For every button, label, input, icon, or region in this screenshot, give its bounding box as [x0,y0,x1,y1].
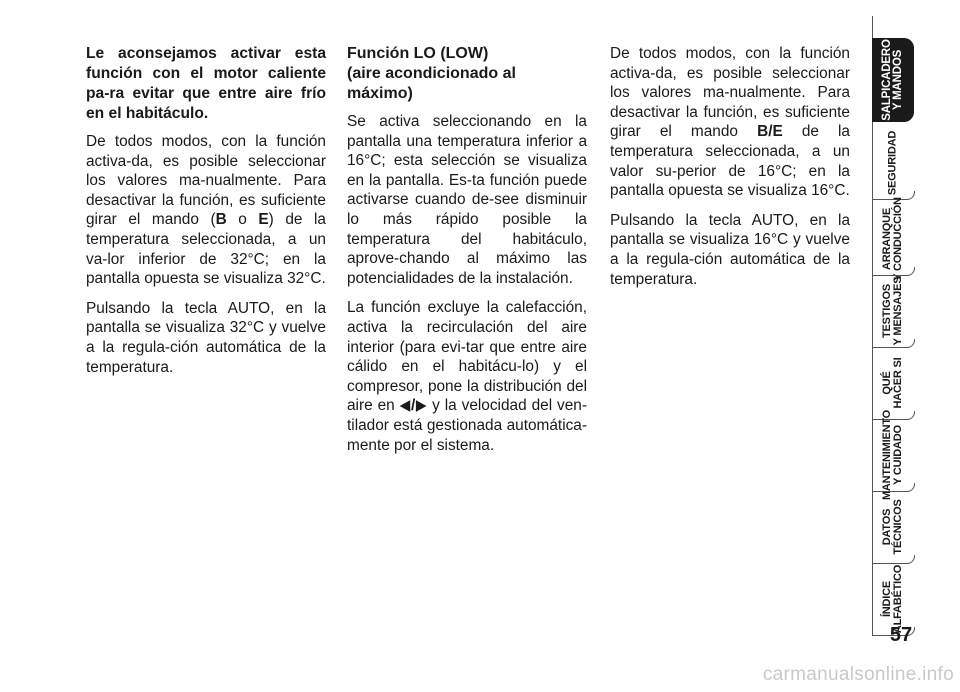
section-heading-lo-function: Función LO (LOW) (aire acondicionado al máximo) [347,45,516,102]
tab-indice-alfabetico[interactable]: ÍNDICE ALFABÉTICO [872,564,914,634]
watermark: carmanualsonline.info [762,664,954,685]
knob-b-symbol: B [215,211,227,229]
text-column-1 [86,44,326,387]
auto-key-paragraph: Pulsando la tecla AUTO, en la pantalla se visualiza 32°C y vuelve a la regula-ción automática de la temperatura. [86,299,326,376]
tab-que-hacer-si[interactable]: QUÉ HACER SI [872,348,914,418]
chapter-tabs [870,16,960,636]
text-column-3 [610,44,850,299]
knob-e-symbol: E [258,211,269,229]
page-number: 57 [889,624,913,646]
lo-exclusion-paragraph: La función excluye la calefacción, activa la recirculación del aire interior (para evi-tar que entre aire cálido en el habitácu-lo) y el compresor, pone la distribución del aire en ◀/▶ y la velocidad del ven-tilador está gestionada automática-mente por el sistema. [347,299,587,454]
tab-seguridad[interactable]: SEGURIDAD [872,128,914,198]
tab-arranque-y-conduccion[interactable]: ARRANQUE Y CONDUCCIÓN [872,204,914,274]
lo-auto-key-paragraph: Pulsando la tecla AUTO, en la pantalla se visualiza 16°C y vuelve a la regula-ción automática de la temperatura. [610,211,850,288]
lo-activation-paragraph: Se activa seleccionando en la pantalla una temperatura inferior a 16°C; esta selección se visualiza en la pantalla. Es-ta función puede activarse cuando de-see disminuir lo más rápido posible la temperatura del habitáculo, aprove-chando al máximo las potencialidades de la instalación. [347,113,587,287]
knob-be-symbol: B/E [757,123,783,141]
advice-paragraph: Le aconsejamos activar esta función con el motor caliente pa-ra evitar que entre aire frío en el habitáculo. [86,45,326,122]
manual-selection-paragraph: De todos modos, con la función activa-da, es posible seleccionar los valores ma-nualmente. Para desactivar la función, es suficiente girar el mando (B o E) de la temperatura seleccionada, a un va-lor inferior de 32°C; en la pantalla opuesta se visualiza 32°C. [86,133,326,288]
tab-salpicadero-y-mandos[interactable]: SALPICADERO Y MANDOS [872,38,914,122]
text-column-2 [347,44,587,465]
air-distribution-icon: ◀/▶ [399,397,428,415]
tab-testigos-y-mensajes[interactable]: TESTIGOS Y MENSAJES [872,276,914,346]
lo-manual-selection-paragraph: De todos modos, con la función activa-da, es posible seleccionar los valores ma-nualmente. Para desactivar la función, es suficiente girar el mando B/E de la temperatura seleccionada, a un valor su-perior de 16°C; en la pantalla opuesta se visualiza 16°C. [610,45,850,200]
tab-datos-tecnicos[interactable]: DATOS TÉCNICOS [872,492,914,562]
tab-mantenimiento-y-cuidado[interactable]: MANTENIMIENTO Y CUIDADO [872,420,914,490]
